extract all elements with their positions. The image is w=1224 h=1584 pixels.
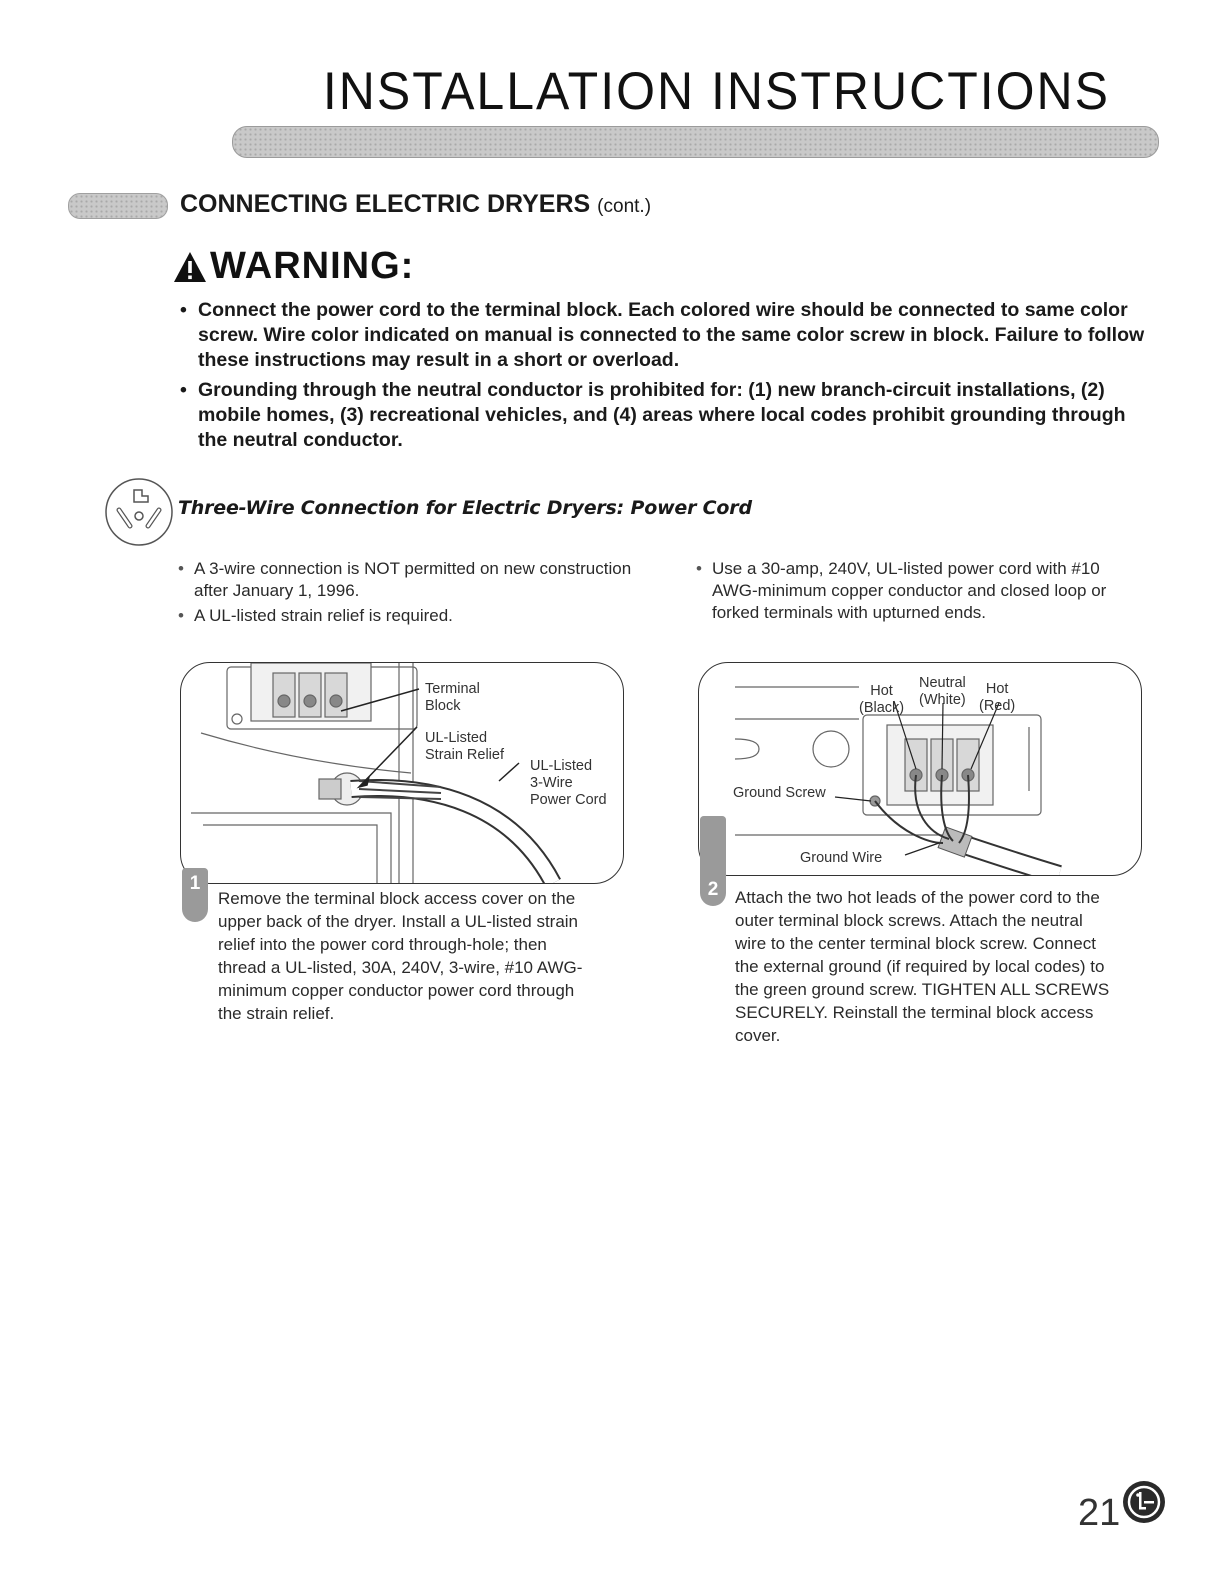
label-terminal-block-text: Terminal Block <box>425 681 480 714</box>
title-bar-decoration <box>232 126 1159 158</box>
section-title-text: CONNECTING ELECTRIC DRYERS <box>180 190 591 218</box>
warning-item: • Grounding through the neutral conductor is prohibited for: (1) new branch-circuit installations, (2) mobile homes, (3) recreational vehicles, and (4) areas where local codes prohibit grounding through the neutral conductor. <box>178 378 1148 453</box>
warning-list <box>178 298 1148 458</box>
label-neutral-white <box>919 675 966 709</box>
label-strain-relief-text: UL-Listed Strain Relief <box>425 730 504 763</box>
label-ground-screw <box>733 785 826 802</box>
warning-heading-text: WARNING: <box>210 245 415 287</box>
notes-left <box>176 558 636 630</box>
step-1-text: Remove the terminal block access cover on the upper back of the dryer. Install a UL-listed strain relief into the power cord through-hole; then thread a UL-listed, 30A, 240V, 3-wire, #10 AWG-minimum copper conductor power cord through the strain relief. <box>218 889 583 1023</box>
label-ground-screw-text: Ground Screw <box>733 785 826 801</box>
step-badge-2: 2 <box>700 816 726 906</box>
label-ground-wire <box>800 850 882 867</box>
label-strain-relief <box>425 730 504 764</box>
label-hot-red-text: Hot (Red) <box>979 681 1016 714</box>
section-pill-decoration <box>68 193 168 219</box>
label-power-cord-text: UL-Listed 3-Wire Power Cord <box>530 758 607 808</box>
note-item: • Use a 30-amp, 240V, UL-listed power cord with #10 AWG-minimum copper conductor and closed loop or forked terminals with upturned ends. <box>694 558 1134 624</box>
warning-item: • Connect the power cord to the terminal block. Each colored wire should be connected to same color screw. Wire color indicated on manual is connected to the same color screw in block. Failure to follow these instructions may result in a short or overload. <box>178 298 1148 373</box>
section-title <box>180 190 651 219</box>
section-title-cont: (cont.) <box>597 196 652 217</box>
figure-strain-relief-illustration <box>180 662 624 884</box>
label-terminal-block <box>425 681 480 715</box>
label-ground-wire-text: Ground Wire <box>800 850 883 866</box>
warning-heading <box>172 245 414 288</box>
label-hot-black <box>859 683 904 717</box>
page-title: INSTALLATION INSTRUCTIONS <box>322 61 1110 121</box>
figure-terminal-wiring-illustration <box>698 662 1142 876</box>
note-item: • A 3-wire connection is NOT permitted on new construction after January 1, 1996. <box>176 558 636 602</box>
warning-triangle-icon <box>172 250 208 284</box>
page-number: 21 <box>1078 1492 1121 1534</box>
label-power-cord <box>530 758 607 809</box>
notes-right <box>694 558 1134 627</box>
label-hot-red <box>979 681 1015 715</box>
step-badge-1: 1 <box>182 868 208 922</box>
step-2-text: Attach the two hot leads of the power cord to the outer terminal block screws. Attach the neutral wire to the center terminal block screw. Connect the external ground (if required by local codes) to the green ground screw. TIGHTEN ALL SCREWS SECURELY. Reinstall the terminal block access cover. <box>735 888 1110 1045</box>
three-prong-receptacle-icon <box>103 476 175 548</box>
label-neutral-white-text: Neutral (White) <box>919 675 966 708</box>
note-item: • A UL-listed strain relief is required. <box>176 605 636 627</box>
lg-logo-icon <box>1122 1480 1166 1524</box>
subsection-title: Three-Wire Connection for Electric Dryers: Power Cord <box>178 497 752 519</box>
label-hot-black-text: Hot (Black) <box>859 683 905 716</box>
